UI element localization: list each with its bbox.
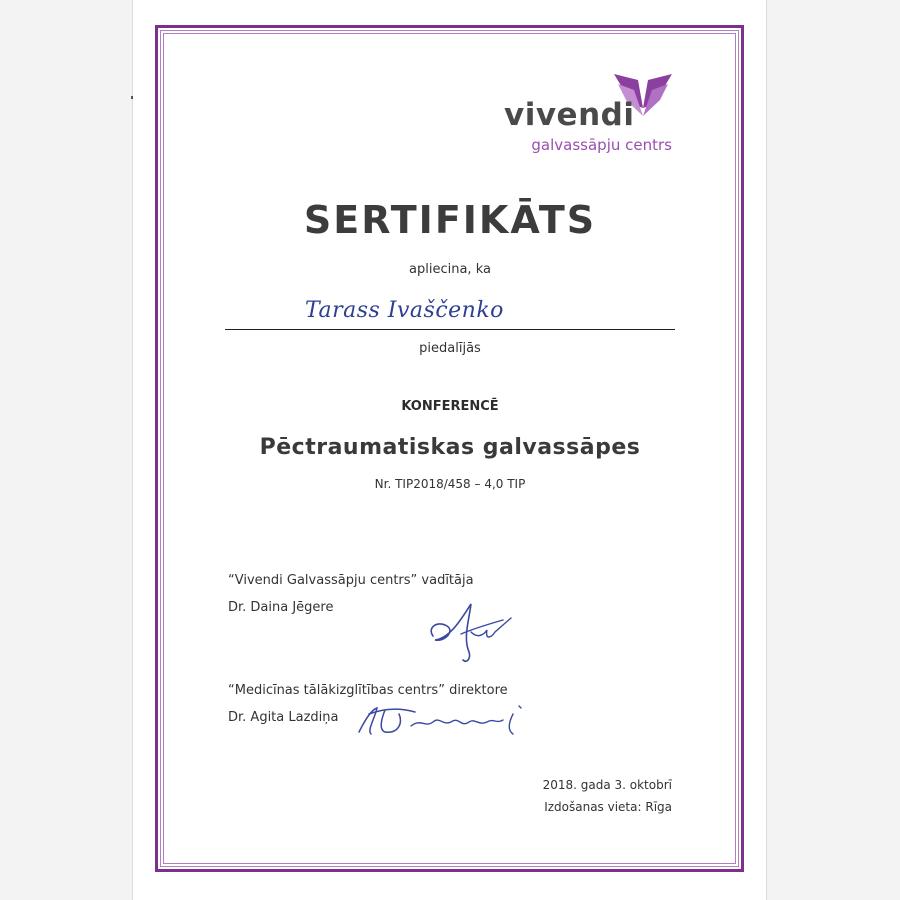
signatory-role: “Medicīnas tālākizglītības centrs” direktore — [228, 683, 508, 698]
paper-edge-left — [132, 0, 133, 900]
participant-name: Tarass Ivaščenko — [305, 298, 504, 323]
event-type-label: KONFERENCĒ — [401, 399, 499, 414]
event-title: Pēctraumatiskas galvassāpes — [259, 435, 641, 460]
signatory-name: Dr. Agita Lazdiņa — [228, 710, 339, 725]
paper-edge-right — [766, 0, 767, 900]
logo-subtitle: galvassāpju centrs — [531, 136, 672, 154]
logo-brand-name: vivendi — [504, 97, 635, 133]
certificate-title: SERTIFIKĀTS — [303, 198, 597, 242]
name-underline — [225, 329, 675, 330]
signatory-name: Dr. Daina Jēgere — [228, 600, 334, 615]
signatory-role: “Vivendi Galvassāpju centrs” vadītāja — [228, 573, 474, 588]
handwritten-signature-icon — [355, 700, 530, 742]
handwritten-signature-icon — [425, 598, 520, 668]
registration-number: Nr. TIP2018/458 – 4,0 TIP — [374, 477, 526, 491]
issue-place: Izdošanas vieta: Rīga — [544, 800, 672, 814]
attests-text: apliecina, ka — [409, 262, 491, 277]
issue-date: 2018. gada 3. oktobrī — [542, 778, 672, 792]
scan-speck — [131, 96, 133, 99]
participated-text: piedalījās — [419, 341, 481, 356]
